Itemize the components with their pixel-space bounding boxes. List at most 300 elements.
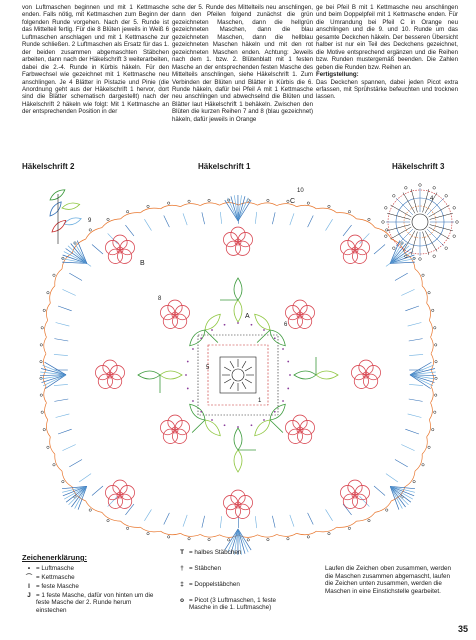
border-stitch — [144, 219, 151, 230]
picot — [53, 274, 55, 276]
picot — [107, 218, 109, 220]
picot — [228, 539, 230, 541]
border-scallop — [356, 219, 375, 228]
flower-petal — [343, 494, 357, 508]
fan-stitch — [41, 375, 66, 383]
leaf2-segment — [48, 200, 64, 218]
flower-petal — [297, 314, 311, 328]
round-9-label: 9 — [88, 218, 92, 224]
border-scallop — [44, 386, 47, 402]
border-scallop — [181, 204, 201, 207]
picot — [89, 229, 91, 231]
flower-motif — [160, 415, 189, 443]
border-stitch — [290, 213, 294, 225]
round-6-label: 6 — [284, 322, 288, 328]
picot — [188, 538, 190, 540]
border-scallop — [55, 269, 62, 286]
chain-dot — [287, 388, 289, 390]
picot — [435, 360, 437, 362]
border-stitch — [79, 474, 91, 482]
page-number: 35 — [457, 624, 468, 634]
fan-stitch — [390, 486, 408, 504]
flower3-picot — [453, 207, 456, 210]
chain-dot — [282, 348, 284, 350]
border-stitch — [92, 245, 103, 254]
border-stitch — [255, 516, 256, 528]
border-stitch — [125, 225, 134, 236]
border-stitch — [125, 504, 134, 515]
border-scallop — [86, 228, 102, 240]
center-stitch — [242, 382, 246, 389]
picot — [53, 464, 55, 466]
border-stitch — [164, 215, 170, 227]
border-stitch — [54, 399, 68, 401]
picot — [147, 205, 149, 207]
flower-motif — [223, 227, 252, 255]
fan-stitch — [390, 246, 409, 264]
border-scallop — [316, 527, 336, 532]
picot — [287, 200, 289, 202]
picot — [40, 394, 42, 396]
flower-motif — [285, 300, 314, 328]
border-scallop — [62, 471, 72, 487]
border-scallop — [356, 512, 375, 521]
flower3-stitch — [396, 229, 413, 246]
flower3-picot — [385, 235, 388, 238]
legend-item: J = 1 feste Masche, dafür von hinten um die feste Masche der 2. Runde herum einstechen — [27, 592, 154, 614]
leaf-shape — [294, 371, 316, 379]
border-stitch — [408, 414, 422, 418]
leaf-shape — [187, 327, 208, 348]
picot — [287, 538, 289, 540]
leaf-stem — [257, 330, 270, 343]
legend-title: Zeichenerklärung: — [22, 553, 88, 562]
border-stitch — [69, 460, 82, 467]
border-scallop — [415, 454, 422, 471]
flower-motif — [285, 415, 314, 443]
border-stitch — [272, 212, 275, 224]
picot — [307, 536, 309, 538]
border-stitch — [386, 474, 398, 482]
arrow-a-label: A — [245, 313, 250, 320]
border-stitch — [164, 513, 170, 525]
border-stitch — [58, 306, 72, 311]
chain-dot — [187, 361, 189, 363]
border-stitch — [343, 225, 352, 236]
chain-dot — [274, 411, 276, 413]
picot — [43, 309, 45, 311]
picot — [428, 292, 430, 294]
flower-petal — [288, 314, 302, 328]
fan-stitch — [231, 196, 238, 221]
picot — [267, 199, 269, 201]
flower-petal — [235, 504, 249, 518]
border-scallop — [44, 337, 47, 353]
border-stitch — [62, 445, 75, 451]
border-scallop — [86, 501, 102, 513]
chain-dot — [282, 400, 284, 402]
border-stitch — [409, 384, 423, 385]
border-scallop — [427, 420, 431, 437]
leaf-shape — [252, 417, 273, 438]
border-stitch — [272, 516, 275, 528]
flower3-picot — [405, 187, 408, 190]
picot — [432, 428, 434, 430]
round-1-label: 1 — [258, 398, 262, 404]
flower-petal — [226, 504, 240, 518]
border-scallop — [296, 531, 316, 535]
flower3-stitch — [396, 198, 413, 215]
flower3-stitch — [427, 229, 444, 246]
picot — [107, 519, 109, 521]
leaf-shape — [234, 300, 242, 322]
chain-dot — [185, 374, 187, 376]
border-stitch — [220, 516, 221, 528]
flower3-picot — [433, 255, 436, 258]
border-scallop — [431, 337, 434, 353]
border-scallop — [140, 208, 160, 213]
leaf2-shape — [61, 201, 80, 210]
border-stitch — [54, 339, 68, 341]
border-scallop — [102, 219, 121, 228]
border-stitch — [308, 513, 314, 525]
flower-petal — [363, 374, 377, 388]
picot — [247, 539, 249, 541]
leaf2-shape — [50, 218, 68, 234]
fan-stitch — [68, 246, 87, 264]
leaf-stem — [205, 330, 218, 343]
border-scallop — [200, 203, 219, 206]
border-scallop — [405, 471, 415, 487]
center-ring — [232, 369, 244, 381]
flower3-picot — [453, 235, 456, 238]
border-scallop — [431, 386, 434, 402]
haekelschrift-3-label: Häkelschrift 3 — [392, 162, 445, 171]
haekelschrift-2-diagram — [48, 187, 82, 244]
picot — [208, 199, 210, 201]
border-scallop — [102, 512, 121, 521]
leaf2-segment — [48, 187, 66, 202]
chain-dot — [211, 329, 213, 331]
flower-petal — [108, 494, 122, 508]
picot — [368, 218, 370, 220]
leaf2-shape — [63, 216, 82, 227]
flower-petal — [343, 249, 357, 263]
border-stitch — [183, 213, 187, 225]
instructions-text-1: von Luftmaschen beginnen und mit 1 Kettmasche enden. Falls nötig, mit Kettmaschen zum Beginn der folgenden Runde vorgehen. Nach der 5. Runde ist das Mittelteil fertig. Für die 8 Blüten jeweils in Weiß 6 Luftmaschen anschlagen und mit 1 Kettmasche zur Runde schließen. 2 Luftmaschen als Ersatz für das 1. der beiden zusammen abgemaschten Stäbchen arbeiten, dann nach der Häkelschrift 3 weiterarbeiten, dabei die 2.-4. Runde in Kürbis häkeln. Für den Farbwechsel wie gezeichnet mit 1 Kettmasche neu anschlingen. Je 4 Blätter in Pistazie und Pinie (die Anordnung geht aus der Häkelschrift 1 hervor, dort sind die Blätter schematisch dargestellt) nach der Häkelschrift 2 häkeln wie folgt: Mit 1 Kettmasche an der entsprechenden Position in der — [22, 4, 169, 116]
fan-stitch — [69, 486, 87, 504]
picot — [348, 210, 350, 212]
chain-dot — [289, 374, 291, 376]
border-scallop — [296, 205, 316, 209]
chain-dot — [287, 361, 289, 363]
border-stitch — [401, 445, 414, 451]
leaf-stem — [192, 420, 205, 433]
center-stitch — [230, 382, 234, 389]
leaf-shape — [160, 371, 182, 379]
picot — [47, 292, 49, 294]
flower-petal — [163, 314, 177, 328]
border-scallop — [46, 303, 50, 320]
border-stitch — [62, 289, 75, 295]
round-10-label: 10 — [297, 188, 304, 194]
picot — [267, 538, 269, 540]
center-square — [198, 335, 278, 415]
flower3-ring — [412, 214, 428, 230]
border-scallop — [422, 437, 427, 454]
border-stitch — [395, 273, 408, 280]
border-scallop — [55, 454, 62, 471]
border-scallop — [200, 534, 219, 537]
flower-motif — [351, 360, 380, 388]
leaf-shape — [316, 371, 338, 379]
picot — [328, 205, 330, 207]
border-stitch — [144, 509, 151, 520]
picot — [422, 464, 424, 466]
border-scallop — [50, 437, 55, 454]
flower-petal — [108, 249, 122, 263]
border-scallop — [50, 286, 55, 303]
flower-petal — [117, 494, 131, 508]
flower-motif — [223, 490, 252, 518]
flower3-picot — [456, 221, 459, 224]
border-scallop — [257, 534, 276, 537]
picot — [307, 202, 309, 204]
border-stitch — [290, 515, 294, 527]
leaf-motif — [234, 428, 256, 472]
picot — [167, 202, 169, 204]
border-scallop — [316, 208, 336, 213]
picot — [422, 274, 424, 276]
flower-petal — [288, 429, 302, 443]
flower-motif — [160, 300, 189, 328]
leaf2-segment — [61, 201, 80, 210]
center-stitch — [245, 379, 252, 383]
border-stitch — [202, 516, 205, 528]
border-scallop — [45, 320, 48, 337]
border-scallop — [181, 533, 201, 536]
border-stitch — [308, 215, 314, 227]
border-scallop — [45, 403, 48, 420]
picot — [435, 394, 437, 396]
border-scallop — [46, 420, 50, 437]
border-stitch — [202, 212, 205, 224]
flower3-picot — [385, 207, 388, 210]
flower-petal — [297, 429, 311, 443]
instructions-text-2: sche der 5. Runde des Mittelteils neu anschlingen, dann den Pfeilen folgend zunächst die grün gezeichneten Maschen, dann die hellgrün gezeichneten Maschen, dann die blau gezeichneten Maschen, dann die hellblau gezeichneten Maschen häkeln und mit den rot gezeichneten Maschen enden. Achtung: Jeweils nach dem 1. bzw. 2. Blütenblatt mit 1 festen Masche an der entsprechenden festen Masche des Mittelteils anschlingen, siehe Häkelschrift 1. Zum Verbinden der Blüten und Blätter in Kürbis die 6. Runde häkeln, dafür bei Pfeil A mit 1 Kettmasche neu anschlingen und abwechselnd die Blüten und Blätter laut Häkelschrift 1 behäkeln. Zwischen den Blüten die kurzen Reihen 7 and 8 (blau gezeichnet) häkeln, dafür jeweils in Orange — [172, 4, 313, 123]
haekelschrift-1-label: Häkelschrift 1 — [198, 162, 251, 171]
fertigstellung-text: Das Deckchen spannen, dabei jeden Picot extra erfassen, mit Sprühstärke befeuchten und trocknen lassen. — [316, 78, 458, 101]
leaf-shape — [234, 450, 242, 472]
fan-stitch — [225, 200, 238, 221]
flower3-picot — [393, 195, 396, 198]
picot — [41, 327, 43, 329]
border-scallop — [337, 521, 357, 527]
arrow-c-label: C — [290, 198, 296, 205]
border-scallop — [121, 521, 141, 527]
chain-dot — [237, 322, 239, 324]
chain-dot — [211, 419, 213, 421]
flower3-picot — [393, 247, 396, 250]
picot — [43, 428, 45, 430]
fan-stitch — [225, 529, 238, 550]
round-8-label: 8 — [158, 296, 162, 302]
leaf-motif — [220, 278, 242, 322]
border-stitch — [326, 509, 333, 520]
flower-motif — [105, 235, 134, 263]
border-stitch — [401, 289, 414, 295]
fan-stitch — [238, 196, 245, 221]
chain-dot — [200, 411, 202, 413]
chain-dot — [237, 426, 239, 428]
chain-dot — [192, 348, 194, 350]
border-stitch — [92, 486, 103, 495]
leaf-shape — [138, 371, 160, 379]
center-stitch — [242, 361, 246, 368]
center-square-inner — [208, 345, 268, 405]
border-scallop — [72, 239, 85, 253]
picot — [328, 532, 330, 534]
center-stitch — [224, 367, 231, 371]
picot — [40, 360, 42, 362]
flower3-picot — [419, 184, 422, 187]
border-scallop — [429, 320, 432, 337]
legend-item: • = Luftmasche — [27, 565, 74, 572]
leaf-shape — [234, 278, 242, 300]
border-stitch — [408, 322, 422, 326]
instructions-text-3: ge bei Pfeil B mit 1 Kettmasche neu anschlingen und beim Doppelpfeil mit 1 Kettmasche enden. Für die Umrandung bei Pfeil C in Orange neu anschlingen und die 9. und 10. Runde um das gesamte Deckchen häkeln. Der besseren Übersicht halber ist nur ein Teil des Deckchens gezeichnet, die Motive entsprechend ergänzen und die Reihen bzw. Runden mustergemäß beenden. Die Zahlen geben die Runden bzw. Reihen an. — [316, 4, 458, 71]
chain-dot — [187, 388, 189, 390]
border-scallop — [161, 205, 181, 209]
border-stitch — [326, 219, 333, 230]
flower-petal — [98, 374, 112, 388]
chain-dot — [224, 324, 226, 326]
border-scallop — [415, 269, 422, 286]
legend-note: Laufen die Zeichen oben zusammen, werden die Maschen zusammen abgemascht, laufen die Zeichen unten zusammen, werden die Maschen in eine Einstichstelle gearbeitet. — [325, 565, 452, 595]
round-5-label: 5 — [206, 365, 210, 371]
flower-petal — [117, 249, 131, 263]
center-stitch — [230, 361, 234, 368]
border-scallop — [422, 286, 427, 303]
leaf-motif — [294, 357, 338, 379]
legend-item: † = Stäbchen — [180, 565, 222, 572]
border-scallop — [427, 303, 431, 320]
chain-dot — [224, 424, 226, 426]
border-stitch — [409, 339, 423, 341]
chain-dot — [200, 337, 202, 339]
border-stitch — [409, 399, 423, 401]
fertigstellung-title: Fertigstellung: — [316, 71, 359, 79]
picot — [41, 411, 43, 413]
flower-petal — [226, 241, 240, 255]
border-stitch — [395, 460, 408, 467]
border-scallop — [140, 527, 160, 532]
flower-petal — [352, 249, 366, 263]
leaf-shape — [252, 311, 273, 332]
picot — [89, 509, 91, 511]
legend-item: T = halbes Stäbchen — [180, 549, 242, 556]
picot — [208, 538, 210, 540]
border-scallop — [257, 203, 276, 206]
border-stitch — [56, 414, 70, 418]
border-stitch — [374, 245, 385, 254]
haekelschrift-3-diagram — [382, 184, 459, 261]
flower3-picot — [382, 221, 385, 224]
haekelschrift-1-diagram — [40, 195, 437, 555]
border-scallop — [429, 403, 432, 420]
chain-dot — [251, 424, 253, 426]
border-stitch — [405, 429, 419, 434]
picot — [62, 480, 64, 482]
border-stitch — [54, 384, 68, 385]
border-stitch — [255, 212, 256, 224]
leaf-motif — [177, 401, 223, 448]
picot — [126, 527, 128, 529]
chain-dot — [274, 337, 276, 339]
picot — [126, 210, 128, 212]
flower3-picot — [445, 247, 448, 250]
flower-petal — [107, 374, 121, 388]
center-stitch — [224, 379, 231, 383]
flower-petal — [172, 429, 186, 443]
leaf2-segment — [63, 216, 82, 227]
border-scallop — [121, 213, 141, 219]
border-scallop — [375, 501, 391, 513]
picot — [348, 527, 350, 529]
leaf-shape — [234, 428, 242, 450]
leaf2-segment — [50, 218, 68, 234]
picot — [435, 344, 437, 346]
flower3-picot — [433, 187, 436, 190]
border-stitch — [183, 515, 187, 527]
border-stitch — [54, 354, 68, 355]
border-stitch — [405, 306, 419, 311]
picot — [167, 536, 169, 538]
center-stitch — [245, 367, 252, 371]
picot — [434, 411, 436, 413]
picot — [434, 327, 436, 329]
flower-petal — [172, 314, 186, 328]
leaf-motif — [138, 371, 182, 393]
legend-item: ‡ = Doppelstäbchen — [180, 581, 240, 588]
border-stitch — [58, 429, 72, 434]
legend-item: ⌒ = Kettmasche — [25, 574, 75, 581]
border-stitch — [56, 322, 70, 326]
picot — [188, 200, 190, 202]
border-scallop — [337, 213, 357, 219]
picot — [147, 532, 149, 534]
flower-motif — [340, 235, 369, 263]
leaf-stem — [270, 420, 283, 433]
picot — [47, 446, 49, 448]
flower-petal — [163, 429, 177, 443]
chain-dot — [192, 400, 194, 402]
picot — [413, 480, 415, 482]
leaf-shape — [187, 401, 208, 422]
picot — [40, 344, 42, 346]
chain-dot — [263, 329, 265, 331]
border-scallop — [161, 531, 181, 535]
legend-item: o = Picot (3 Luftmaschen, 1 feste Masche in die 1. Luftmasche) — [180, 597, 276, 612]
picot — [368, 519, 370, 521]
border-scallop — [277, 533, 297, 536]
leaf-motif — [252, 401, 298, 448]
border-stitch — [409, 354, 423, 355]
flower3-picot — [445, 195, 448, 198]
flower-petal — [235, 241, 249, 255]
border-stitch — [220, 212, 221, 224]
chain-dot — [263, 419, 265, 421]
